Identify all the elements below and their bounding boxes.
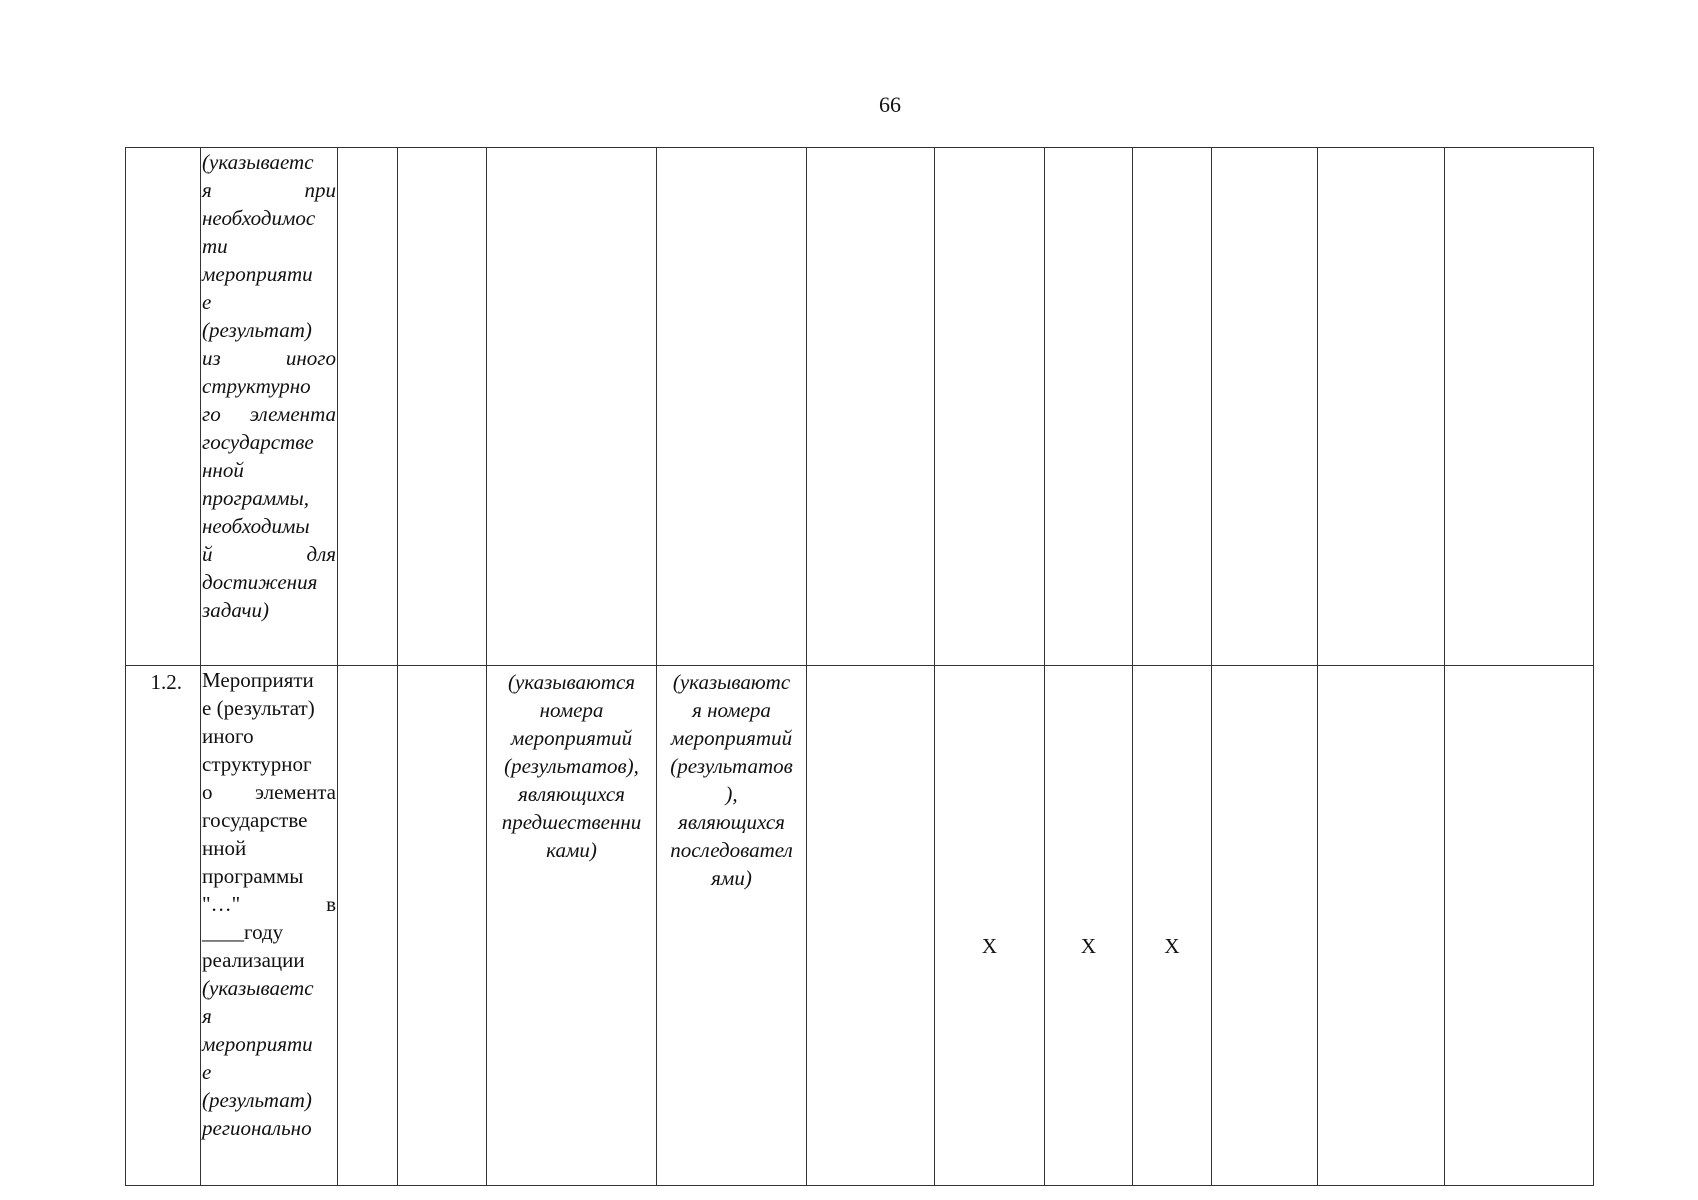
description-line: государстве: [202, 808, 308, 832]
predecessor-line: являющихся: [518, 782, 625, 806]
predecessor-line: номера: [539, 698, 604, 722]
x-mark-cell: [935, 148, 1045, 666]
successor-line: ),: [725, 782, 738, 806]
predecessors-cell: [487, 148, 657, 666]
description-line: программы: [202, 864, 304, 888]
empty-cell: [807, 148, 935, 666]
description-line: необходимы: [202, 514, 310, 538]
empty-cell: [807, 666, 935, 1186]
empty-cell: [398, 666, 487, 1186]
description-line: го элемента: [202, 402, 336, 426]
x-mark-cell: [1045, 148, 1133, 666]
description-line: задачи): [202, 598, 270, 622]
empty-cell: [398, 148, 487, 666]
document-table: [125, 147, 1594, 1186]
x-mark-cell: X: [1133, 666, 1212, 1186]
successors-cell: [657, 666, 807, 1186]
description-line: структурно: [202, 374, 311, 398]
description-line: структурног: [202, 752, 312, 776]
description-line: государстве: [202, 430, 314, 454]
description-line: о элемента: [202, 780, 336, 804]
row-number: [126, 148, 201, 666]
empty-cell: [1212, 148, 1318, 666]
description-line: й для: [202, 542, 336, 566]
description-line: ти: [202, 234, 228, 258]
empty-cell: [1445, 666, 1594, 1186]
row-number: 1.2.: [126, 666, 201, 1186]
description-line: достижения: [202, 570, 318, 594]
table-row: [126, 666, 1594, 1186]
description-line: нной: [202, 836, 247, 860]
empty-cell: [1212, 666, 1318, 1186]
description-line: реализации: [202, 948, 305, 972]
empty-cell: [338, 148, 398, 666]
description-line: мероприяти: [202, 1032, 313, 1056]
empty-cell: [1318, 148, 1445, 666]
x-mark-cell: X: [935, 666, 1045, 1186]
empty-cell: [338, 666, 398, 1186]
description-line: иного: [202, 724, 254, 748]
successor-line: последовател: [670, 838, 793, 862]
description-line: (указываетс: [202, 150, 314, 174]
description-line: "…" в: [202, 892, 336, 916]
x-mark-cell: X: [1045, 666, 1133, 1186]
description-line: мероприяти: [202, 262, 313, 286]
predecessors-cell: [487, 666, 657, 1186]
description-line: регионально: [202, 1116, 312, 1140]
successor-line: мероприятий: [670, 726, 793, 750]
predecessor-line: мероприятий: [510, 726, 633, 750]
row-description: [201, 666, 338, 1186]
description-line: из иного: [202, 346, 336, 370]
description-line: е: [202, 1060, 212, 1084]
table-row: [126, 148, 1594, 666]
empty-cell: [1318, 666, 1445, 1186]
empty-cell: [1445, 148, 1594, 666]
x-mark-cell: [1133, 148, 1212, 666]
successor-line: (результатов: [670, 754, 793, 778]
description-line: е: [202, 290, 212, 314]
description-line: (результат): [202, 1088, 312, 1112]
predecessor-line: (результатов),: [504, 754, 639, 778]
description-line: программы,: [202, 486, 309, 510]
description-line: я при: [202, 178, 336, 202]
description-line: необходимос: [202, 206, 316, 230]
description-line: (указываетс: [202, 976, 314, 1000]
predecessor-line: ками): [546, 838, 597, 862]
row-description: [201, 148, 338, 666]
description-line: (результат): [202, 318, 312, 342]
successor-line: ями): [711, 866, 752, 890]
successor-line: являющихся: [678, 810, 785, 834]
description-line: я: [202, 1004, 212, 1028]
description-line: ____году: [202, 920, 284, 944]
description-line: нной: [202, 458, 244, 482]
page-number: 66: [879, 92, 901, 117]
description-line: е (результат): [202, 696, 315, 720]
predecessor-line: (указываются: [507, 670, 636, 694]
predecessor-line: предшественни: [501, 810, 642, 834]
successor-line: я номера: [692, 698, 771, 722]
successors-cell: [657, 148, 807, 666]
successor-line: (указываютс: [672, 670, 791, 694]
description-line: Мероприяти: [202, 668, 314, 692]
